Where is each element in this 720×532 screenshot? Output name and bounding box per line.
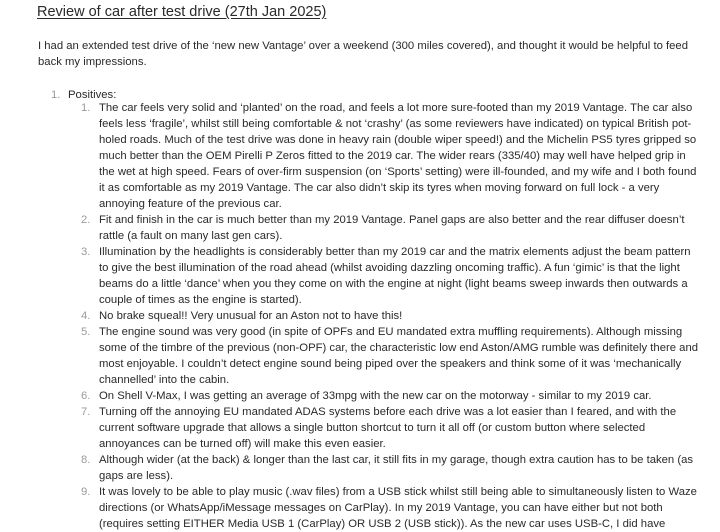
list-item-text: The engine sound was very good (in spite of OPFs and EU mandated extra muffling requirements). Although missing some of the timbre of the previous (non-OPF) car, the characteristic low end Aston/AMG rumble was definitely there and most enjoyable. I couldn’t detect engine sound being piped over the speakers and think some of it was ‘mechanically channelled’ into the cabin.	[99, 326, 699, 386]
list-item-number: 9.	[81, 486, 91, 498]
list-item	[81, 100, 699, 212]
list-item-number: 1.	[81, 102, 91, 114]
list-item-number: 5.	[81, 326, 91, 338]
list-item	[81, 404, 699, 452]
list-item-text: It was lovely to be able to play music (.wav files) from a USB stick whilst still being able to simultaneously listen to Waze directions (or WhatsApp/iMessage messages on CarPlay). In my 2019 Vantage, you can have either but not both (requires setting EITHER Media USB 1 (CarPlay) OR USB 2 (USB stick)). As the new car uses USB-C, I did have	[99, 486, 697, 530]
section-marker: 1.	[51, 89, 61, 101]
list-item-number: 7.	[81, 406, 91, 418]
list-item	[81, 452, 699, 484]
document-title: Review of car after test drive (27th Jan 2025)	[37, 4, 327, 20]
list-item	[81, 484, 699, 532]
list-item-number: 2.	[81, 214, 91, 226]
list-item-text: The car feels very solid and ‘planted’ on the road, and feels a lot more sure-footed than my 2019 Vantage. The car also feels less ‘fragile’, whilst still being comfortable & not ‘crashy’ (as some reviewers have indicated) on typical British pot-holed roads. Much of the test drive was done in heavy rain (double wiper speed!) and the Michelin PS5 tyres gripped so much better than the OEM Pirelli P Zeros fitted to the 2019 car. The wider rears (335/40) may well have helped grip in the wet at high speed. Fears of over-firm suspension (on ‘Sports’ setting) were ill-founded, and my wife and I both found it as comfortable as my 2019 Vantage. The car also didn’t skip its tyres when moving forward on full lock - a very annoying feature of the previous car.	[99, 102, 697, 210]
list-item-number: 8.	[81, 454, 91, 466]
list-item-number: 3.	[81, 246, 91, 258]
section-heading-positives: Positives:	[68, 89, 117, 101]
list-item-text: Turning off the annoying EU mandated ADAS systems before each drive was a lot easier than I feared, and with the current software upgrade that allows a single button shortcut to turn it all off (or custom button where selected annoyances can be turned off) will make this even easier.	[99, 406, 677, 450]
list-item-number: 6.	[81, 390, 91, 402]
list-item	[81, 244, 699, 308]
list-item-text: Illumination by the headlights is considerably better than my 2019 car and the matrix elements adjust the beam pattern to give the best illumination of the road ahead (whilst avoiding dazzling oncoming traffic). A fun ‘gimic’ is that the light beams do a little ‘dance’ when you they come on with the engine at night (light beams sweep inwards then outwards a couple of times as the engine is started).	[99, 246, 691, 306]
list-item	[81, 324, 699, 388]
intro-paragraph: I had an extended test drive of the ‘new new Vantage’ over a weekend (300 miles covered), and thought it would be helpful to feed back my impressions.	[38, 40, 688, 68]
list-item-text: On Shell V-Max, I was getting an average of 33mpg with the new car on the motorway - similar to my 2019 car.	[99, 390, 652, 402]
list-item-text: Although wider (at the back) & longer than the last car, it still fits in my garage, though extra caution has to be taken (as gaps are less).	[99, 454, 694, 482]
list-item-text: Fit and finish in the car is much better than my 2019 Vantage. Panel gaps are also better and the rear diffuser doesn’t rattle (a fault on many last gen cars).	[99, 214, 685, 242]
list-item-text: No brake squeal!! Very unusual for an Aston not to have this!	[99, 310, 403, 322]
list-item	[81, 308, 699, 324]
positives-list	[81, 100, 699, 532]
list-item	[81, 212, 699, 244]
list-item	[81, 388, 699, 404]
list-item-number: 4.	[81, 310, 91, 322]
